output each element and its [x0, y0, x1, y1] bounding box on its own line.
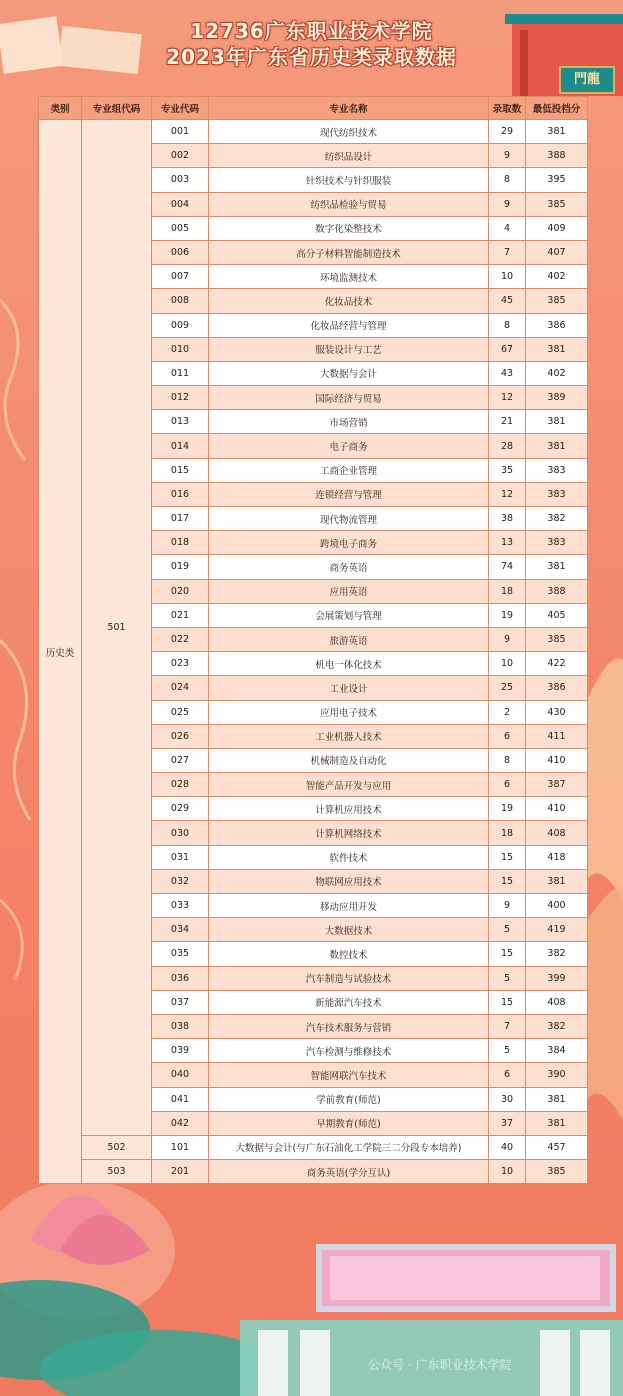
min-score-cell: 411: [526, 724, 588, 748]
major-code-cell: 014: [152, 434, 209, 458]
table-body: [39, 120, 588, 1184]
min-score-cell: 405: [526, 603, 588, 627]
min-score-cell: 382: [526, 507, 588, 531]
count-cell: 40: [489, 1135, 526, 1159]
min-score-cell: 386: [526, 313, 588, 337]
min-score-cell: 382: [526, 1014, 588, 1038]
group-code-cell: 502: [82, 1135, 152, 1159]
count-cell: 6: [489, 773, 526, 797]
min-score-cell: 381: [526, 869, 588, 893]
count-cell: 35: [489, 458, 526, 482]
min-score-cell: 409: [526, 216, 588, 240]
count-cell: 37: [489, 1111, 526, 1135]
major-name-cell: 环境监测技术: [209, 265, 489, 289]
major-name-cell: 工业机器人技术: [209, 724, 489, 748]
page-title: [0, 18, 623, 70]
min-score-cell: 389: [526, 386, 588, 410]
major-code-cell: 035: [152, 942, 209, 966]
major-code-cell: 011: [152, 361, 209, 385]
major-code-cell: 036: [152, 966, 209, 990]
count-cell: 10: [489, 652, 526, 676]
count-cell: 10: [489, 1160, 526, 1184]
major-name-cell: 市场营销: [209, 410, 489, 434]
major-code-cell: 032: [152, 869, 209, 893]
major-code-cell: 003: [152, 168, 209, 192]
major-name-cell: 汽车技术服务与营销: [209, 1014, 489, 1038]
count-cell: 9: [489, 192, 526, 216]
min-score-cell: 381: [526, 120, 588, 144]
major-name-cell: 商务英语: [209, 555, 489, 579]
count-cell: 8: [489, 168, 526, 192]
major-code-cell: 042: [152, 1111, 209, 1135]
group-code-cell: 503: [82, 1160, 152, 1184]
category-cell: 历史类: [39, 120, 82, 1184]
major-code-cell: 015: [152, 458, 209, 482]
min-score-cell: 410: [526, 748, 588, 772]
major-name-cell: 汽车检测与维修技术: [209, 1039, 489, 1063]
major-name-cell: 电子商务: [209, 434, 489, 458]
min-score-cell: 385: [526, 289, 588, 313]
major-name-cell: 软件技术: [209, 845, 489, 869]
title-line-2: 2023年广东省历史类录取数据: [166, 45, 457, 69]
major-name-cell: 学前教育(师范): [209, 1087, 489, 1111]
min-score-cell: 457: [526, 1135, 588, 1159]
major-code-cell: 033: [152, 894, 209, 918]
min-score-cell: 388: [526, 144, 588, 168]
major-code-cell: 031: [152, 845, 209, 869]
major-name-cell: 汽车制造与试验技术: [209, 966, 489, 990]
major-name-cell: 工商企业管理: [209, 458, 489, 482]
major-code-cell: 013: [152, 410, 209, 434]
count-cell: 29: [489, 120, 526, 144]
min-score-cell: 402: [526, 361, 588, 385]
min-score-cell: 408: [526, 990, 588, 1014]
header-category: 类别: [39, 97, 82, 120]
major-name-cell: 计算机应用技术: [209, 797, 489, 821]
major-name-cell: 跨境电子商务: [209, 531, 489, 555]
major-code-cell: 030: [152, 821, 209, 845]
count-cell: 8: [489, 748, 526, 772]
count-cell: 5: [489, 1039, 526, 1063]
min-score-cell: 381: [526, 555, 588, 579]
major-code-cell: 010: [152, 337, 209, 361]
major-code-cell: 008: [152, 289, 209, 313]
major-name-cell: 旅游英语: [209, 627, 489, 651]
major-name-cell: 新能源汽车技术: [209, 990, 489, 1014]
major-name-cell: 机电一体化技术: [209, 652, 489, 676]
major-code-cell: 021: [152, 603, 209, 627]
min-score-cell: 408: [526, 821, 588, 845]
major-code-cell: 004: [152, 192, 209, 216]
major-code-cell: 029: [152, 797, 209, 821]
major-name-cell: 应用电子技术: [209, 700, 489, 724]
major-code-cell: 028: [152, 773, 209, 797]
major-name-cell: 应用英语: [209, 579, 489, 603]
table-header-row: [39, 97, 588, 120]
major-name-cell: 高分子材料智能制造技术: [209, 240, 489, 264]
major-code-cell: 101: [152, 1135, 209, 1159]
table-row: [39, 1135, 588, 1159]
admission-table: [38, 96, 588, 1184]
major-name-cell: 大数据与会计(与广东石油化工学院三二分段专本培养): [209, 1135, 489, 1159]
count-cell: 15: [489, 942, 526, 966]
count-cell: 5: [489, 966, 526, 990]
count-cell: 67: [489, 337, 526, 361]
count-cell: 4: [489, 216, 526, 240]
major-name-cell: 连锁经营与管理: [209, 482, 489, 506]
gate-sign: 門龍: [559, 66, 615, 94]
major-code-cell: 025: [152, 700, 209, 724]
header-major-code: 专业代码: [152, 97, 209, 120]
min-score-cell: 385: [526, 1160, 588, 1184]
major-name-cell: 现代纺织技术: [209, 120, 489, 144]
count-cell: 19: [489, 603, 526, 627]
count-cell: 18: [489, 821, 526, 845]
major-code-cell: 019: [152, 555, 209, 579]
min-score-cell: 381: [526, 410, 588, 434]
major-name-cell: 数控技术: [209, 942, 489, 966]
count-cell: 30: [489, 1087, 526, 1111]
major-code-cell: 016: [152, 482, 209, 506]
major-name-cell: 服装设计与工艺: [209, 337, 489, 361]
min-score-cell: 410: [526, 797, 588, 821]
major-code-cell: 017: [152, 507, 209, 531]
major-name-cell: 计算机网络技术: [209, 821, 489, 845]
min-score-cell: 388: [526, 579, 588, 603]
count-cell: 45: [489, 289, 526, 313]
min-score-cell: 383: [526, 458, 588, 482]
title-line-1: 12736广东职业技术学院: [190, 19, 433, 43]
major-name-cell: 大数据与会计: [209, 361, 489, 385]
major-name-cell: 商务英语(学分互认): [209, 1160, 489, 1184]
major-name-cell: 移动应用开发: [209, 894, 489, 918]
major-code-cell: 037: [152, 990, 209, 1014]
watermark: 公众号 · 广东职业技术学院: [368, 1358, 512, 1372]
major-name-cell: 工业设计: [209, 676, 489, 700]
major-name-cell: 现代物流管理: [209, 507, 489, 531]
count-cell: 9: [489, 627, 526, 651]
min-score-cell: 430: [526, 700, 588, 724]
major-name-cell: 智能网联汽车技术: [209, 1063, 489, 1087]
major-name-cell: 物联网应用技术: [209, 869, 489, 893]
min-score-cell: 390: [526, 1063, 588, 1087]
min-score-cell: 422: [526, 652, 588, 676]
major-code-cell: 026: [152, 724, 209, 748]
major-code-cell: 018: [152, 531, 209, 555]
count-cell: 25: [489, 676, 526, 700]
major-name-cell: 早期教育(师范): [209, 1111, 489, 1135]
major-name-cell: 数字化染整技术: [209, 216, 489, 240]
count-cell: 10: [489, 265, 526, 289]
count-cell: 15: [489, 845, 526, 869]
major-name-cell: 纺织品设计: [209, 144, 489, 168]
major-code-cell: 006: [152, 240, 209, 264]
count-cell: 12: [489, 482, 526, 506]
min-score-cell: 419: [526, 918, 588, 942]
min-score-cell: 381: [526, 1111, 588, 1135]
header-group-code: 专业组代码: [82, 97, 152, 120]
count-cell: 43: [489, 361, 526, 385]
min-score-cell: 385: [526, 627, 588, 651]
major-code-cell: 005: [152, 216, 209, 240]
major-name-cell: 化妆品经营与管理: [209, 313, 489, 337]
major-code-cell: 041: [152, 1087, 209, 1111]
min-score-cell: 387: [526, 773, 588, 797]
min-score-cell: 382: [526, 942, 588, 966]
min-score-cell: 381: [526, 434, 588, 458]
table-row: [39, 120, 588, 144]
major-code-cell: 027: [152, 748, 209, 772]
major-code-cell: 001: [152, 120, 209, 144]
count-cell: 15: [489, 869, 526, 893]
min-score-cell: 407: [526, 240, 588, 264]
min-score-cell: 400: [526, 894, 588, 918]
major-name-cell: 机械制造及自动化: [209, 748, 489, 772]
major-name-cell: 大数据技术: [209, 918, 489, 942]
count-cell: 9: [489, 894, 526, 918]
count-cell: 15: [489, 990, 526, 1014]
major-code-cell: 039: [152, 1039, 209, 1063]
count-cell: 2: [489, 700, 526, 724]
count-cell: 7: [489, 240, 526, 264]
min-score-cell: 386: [526, 676, 588, 700]
count-cell: 74: [489, 555, 526, 579]
count-cell: 13: [489, 531, 526, 555]
major-name-cell: 智能产品开发与应用: [209, 773, 489, 797]
count-cell: 18: [489, 579, 526, 603]
major-code-cell: 002: [152, 144, 209, 168]
count-cell: 5: [489, 918, 526, 942]
major-name-cell: 会展策划与管理: [209, 603, 489, 627]
major-name-cell: 针织技术与针织服装: [209, 168, 489, 192]
major-code-cell: 034: [152, 918, 209, 942]
count-cell: 6: [489, 1063, 526, 1087]
table-row: [39, 1160, 588, 1184]
min-score-cell: 399: [526, 966, 588, 990]
count-cell: 9: [489, 144, 526, 168]
major-name-cell: 国际经济与贸易: [209, 386, 489, 410]
major-code-cell: 023: [152, 652, 209, 676]
major-code-cell: 040: [152, 1063, 209, 1087]
min-score-cell: 381: [526, 1087, 588, 1111]
major-code-cell: 201: [152, 1160, 209, 1184]
min-score-cell: 383: [526, 531, 588, 555]
count-cell: 19: [489, 797, 526, 821]
min-score-cell: 383: [526, 482, 588, 506]
min-score-cell: 385: [526, 192, 588, 216]
major-code-cell: 022: [152, 627, 209, 651]
major-code-cell: 024: [152, 676, 209, 700]
min-score-cell: 395: [526, 168, 588, 192]
count-cell: 38: [489, 507, 526, 531]
header-min-score: 最低投档分: [526, 97, 588, 120]
count-cell: 7: [489, 1014, 526, 1038]
major-code-cell: 038: [152, 1014, 209, 1038]
major-name-cell: 化妆品技术: [209, 289, 489, 313]
count-cell: 6: [489, 724, 526, 748]
min-score-cell: 381: [526, 337, 588, 361]
major-code-cell: 009: [152, 313, 209, 337]
min-score-cell: 384: [526, 1039, 588, 1063]
min-score-cell: 418: [526, 845, 588, 869]
count-cell: 21: [489, 410, 526, 434]
count-cell: 28: [489, 434, 526, 458]
major-code-cell: 007: [152, 265, 209, 289]
count-cell: 12: [489, 386, 526, 410]
group-code-cell: 501: [82, 120, 152, 1136]
major-code-cell: 012: [152, 386, 209, 410]
major-code-cell: 020: [152, 579, 209, 603]
header-major-name: 专业名称: [209, 97, 489, 120]
count-cell: 8: [489, 313, 526, 337]
major-name-cell: 纺织品检验与贸易: [209, 192, 489, 216]
min-score-cell: 402: [526, 265, 588, 289]
header-count: 录取数: [489, 97, 526, 120]
